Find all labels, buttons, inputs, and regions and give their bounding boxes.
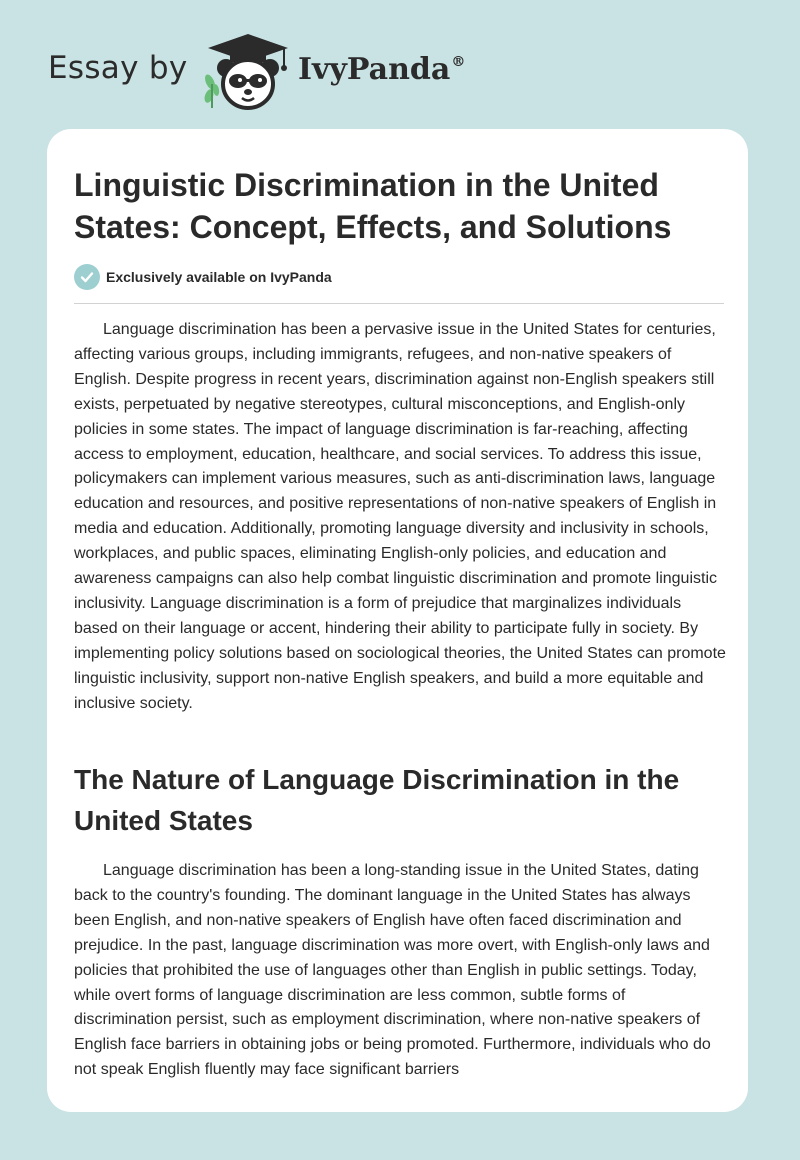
exclusive-label: Exclusively available on IvyPanda (106, 269, 332, 285)
brand-name[interactable] (298, 52, 465, 87)
registered-mark: ® (451, 54, 466, 70)
exclusive-badge (74, 263, 332, 291)
essay-by-label: Essay by (48, 50, 188, 86)
essay-card (47, 129, 748, 1112)
section-paragraph: Language discrimination has been a long-standing issue in the United States, dating back to the country's founding. The dominant language in the United States has always been English, and non-native speakers of English have often faced discrimination and prejudice. In the past, language discrimination was more overt, with English-only laws and policies that prohibited the use of languages other than English in public settings. Today, while overt forms of language discrimination are less common, subtle forms of discrimination persist, such as employment discrimination, where non-native speakers of English face barriers in obtaining jobs or being promoted. Furthermore, individuals who do not speak English fluently may face significant barriers (74, 862, 711, 1079)
leaf-icon (203, 73, 220, 108)
intro-paragraph: Language discrimination has been a pervasive issue in the United States for centuries, affecting various groups, including immigrants, refugees, and non-native speakers of English. Despite progress in recent years, discrimination against non-English speakers still exists, perpetuated by negative stereotypes, cultural misconceptions, and English-only policies in some states. The impact of language discrimination is far-reaching, affecting access to employment, education, healthcare, and social services. To address this issue, policymakers can implement various measures, such as anti-discrimination laws, language education and resources, and positive representations of non-native speakers of English in media and education. Additionally, promoting language diversity and inclusivity in schools, workplaces, and public spaces, eliminating English-only policies, and education and awareness campaigns can also help combat linguistic discrimination and promote linguistic inclusivity. Language discrimination is a form of prejudice that marginalizes individuals based on their language or accent, hindering their ability to participate fully in society. By implementing policy solutions based on sociological theories, the United States can promote linguistic inclusivity, support non-native English speakers, and build a more equitable and inclusive society. (74, 321, 726, 712)
essay-title: Linguistic Discrimination in the United States: Concept, Effects, and Solutions (74, 167, 672, 245)
section-heading: The Nature of Language Discrimination in the United States (74, 764, 680, 836)
panda-logo-icon[interactable] (200, 32, 296, 114)
brand-text: IvyPanda (298, 52, 451, 87)
divider (74, 303, 724, 304)
check-circle-icon (74, 264, 100, 290)
site-header (48, 28, 748, 118)
